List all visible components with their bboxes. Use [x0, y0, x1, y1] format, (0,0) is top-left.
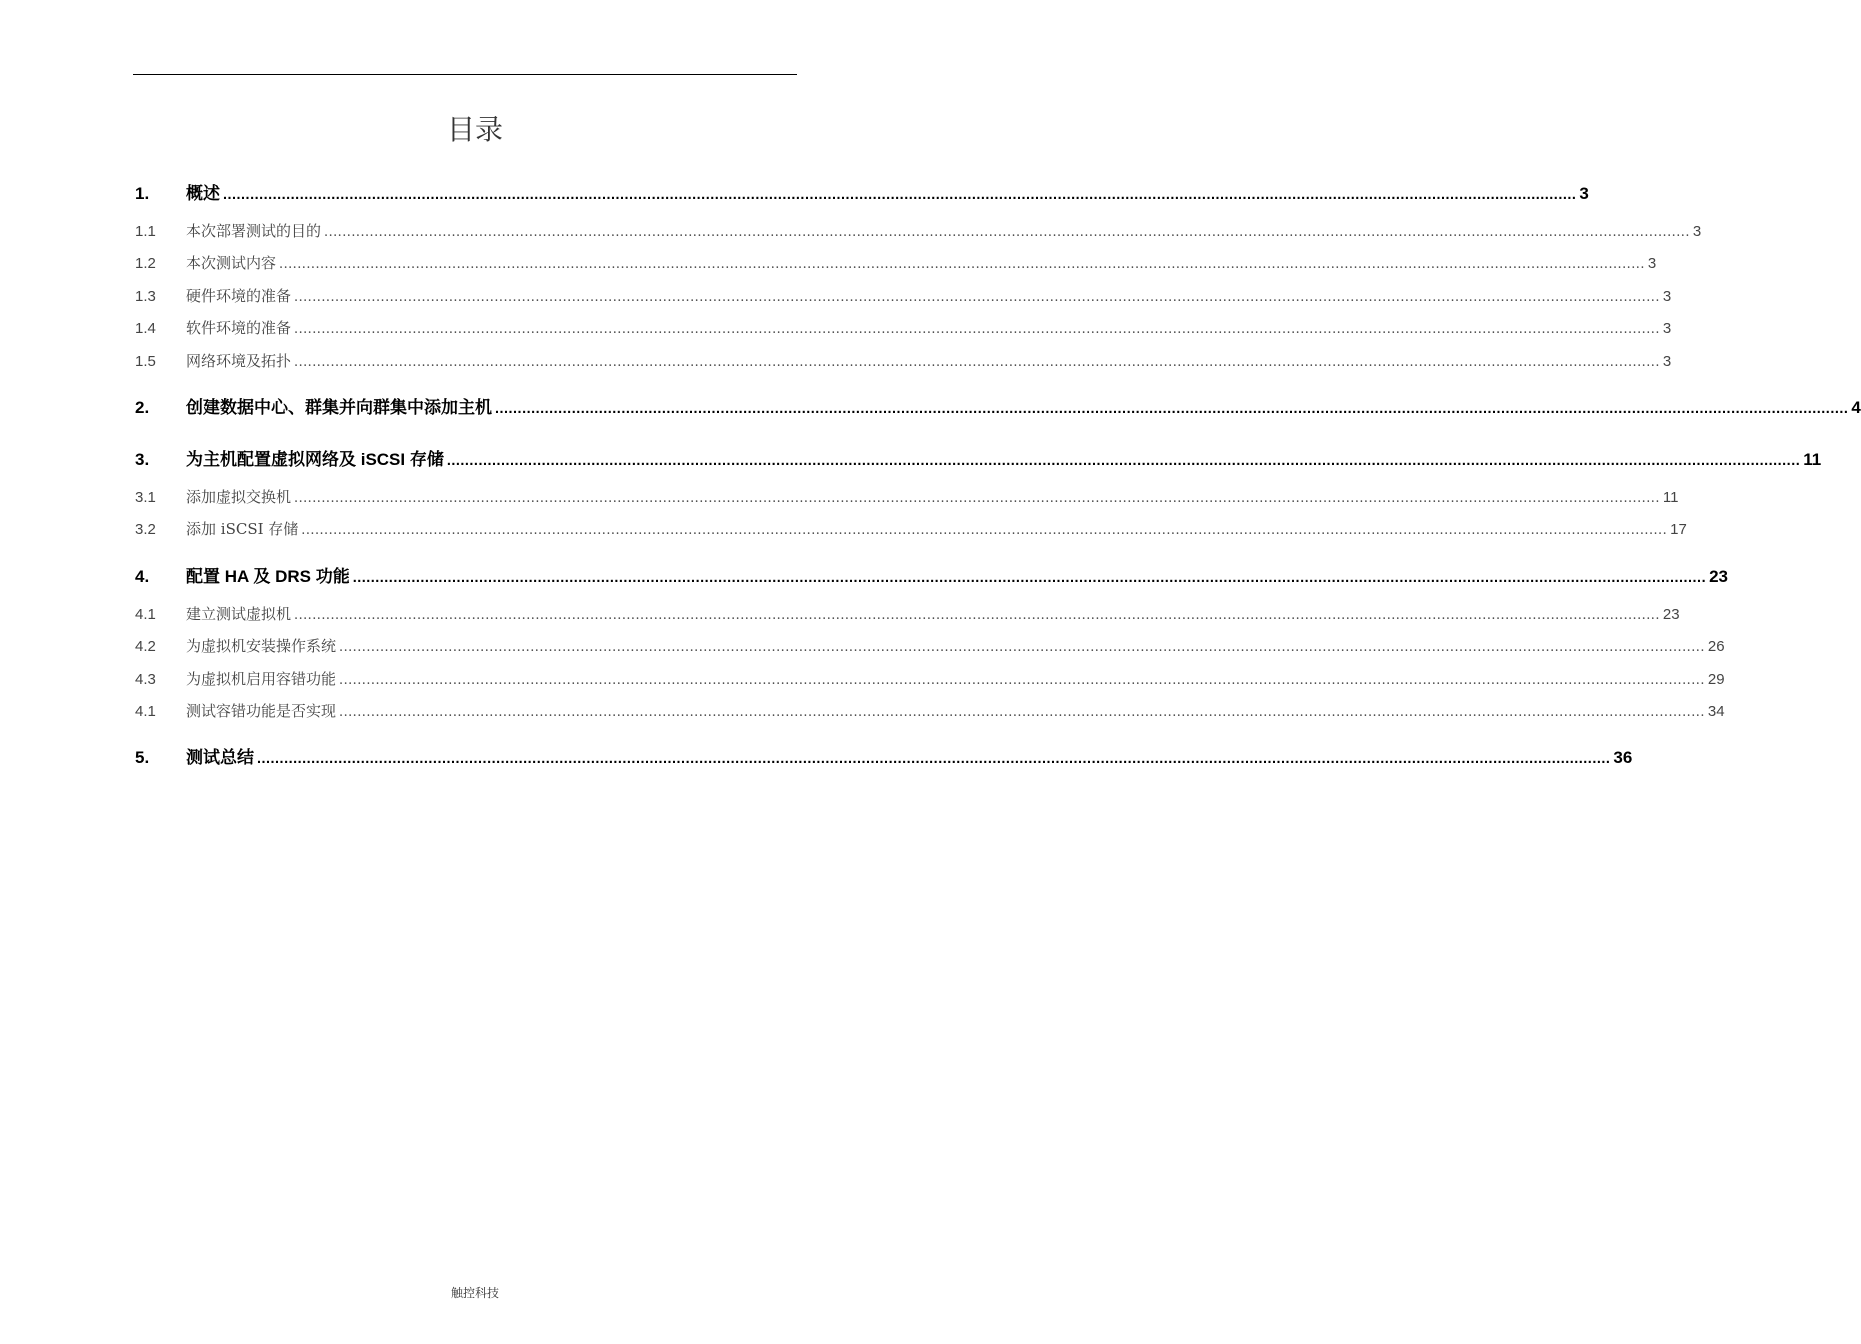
toc-entry-page: 23	[1662, 605, 1680, 623]
toc-entry-page: 4	[1851, 397, 1861, 417]
toc-leader-dots: ............................................................................................................................................................................................................................................................................................................	[294, 354, 1660, 370]
toc-entry-number: 1.5	[135, 352, 156, 370]
toc-leader-dots: ............................................................................................................................................................................................................................................................................................................	[339, 640, 1705, 656]
toc-entry-number: 3.1	[135, 488, 156, 506]
toc-chapter-entry[interactable]	[135, 175, 1589, 213]
toc-entry-label: 网络环境及拓扑	[186, 351, 292, 370]
toc-entry-page: 26	[1707, 638, 1725, 656]
toc-entry-label: 添加 iSCSI 存储	[186, 520, 299, 539]
toc-leader-dots: ............................................................................................................................................................................................................................................................................................................	[324, 225, 1690, 240]
toc-leader-dots: ............................................................................................................................................................................................................................................................................................................	[339, 704, 1705, 720]
toc-entry-label: 为主机配置虚拟网络及 iSCSI 存储	[186, 449, 444, 469]
toc-entry-label: 硬件环境的准备	[186, 286, 292, 305]
toc-leader-dots: ............................................................................................................................................................................................................................................................................................................	[294, 490, 1660, 506]
toc-entry-number: 5.	[135, 748, 150, 768]
toc-leader-dots: ............................................................................................................................................................................................................................................................................................................	[339, 672, 1705, 688]
toc-entry-number: 4.2	[135, 638, 156, 656]
toc-entry-page: 3	[1579, 184, 1589, 203]
toc-entry-label: 为虚拟机安装操作系统	[186, 637, 337, 656]
toc-entry-label: 配置 HA 及 DRS 功能	[186, 566, 350, 586]
toc-entry-label: 测试总结	[186, 748, 254, 768]
toc-entry-label: 添加虚拟交换机	[186, 487, 292, 506]
toc-entry-number: 1.4	[135, 320, 156, 338]
toc-entry-page: 11	[1803, 449, 1822, 469]
toc-entry-label: 测试容错功能是否实现	[186, 701, 337, 720]
toc-entry-page: 11	[1662, 488, 1679, 506]
toc-entry-label: 概述	[186, 184, 220, 203]
toc-entry-page: 3	[1662, 320, 1672, 338]
toc-section-entry[interactable]	[135, 213, 1702, 245]
toc-section-entry[interactable]	[135, 628, 1725, 660]
toc-entry-label: 创建数据中心、群集并向群集中添加主机	[186, 397, 492, 417]
toc-section-entry[interactable]	[135, 661, 1725, 693]
toc-entry-page: 29	[1707, 670, 1725, 688]
toc-leader-dots: ............................................................................................................................................................................................................................................................................................................	[294, 289, 1660, 305]
toc-entry-page: 34	[1707, 702, 1725, 720]
toc-entry-page: 3	[1647, 255, 1657, 273]
toc-entry-number: 1.1	[135, 223, 156, 240]
toc-entry-number: 3.2	[135, 521, 156, 539]
toc-entry-number: 4.	[135, 566, 150, 586]
toc-leader-dots: ............................................................................................................................................................................................................................................................................................................	[301, 523, 1668, 539]
toc-entry-number: 1.	[135, 184, 150, 203]
page-footer: 触控科技	[450, 1286, 499, 1300]
toc-section-entry[interactable]	[135, 343, 1672, 375]
toc-entry-number: 1.2	[135, 255, 156, 273]
toc-section-entry[interactable]	[135, 511, 1687, 543]
toc-chapter-entry[interactable]	[135, 558, 1729, 596]
toc-title: 目录	[446, 113, 503, 146]
toc-entry-number: 1.3	[135, 287, 156, 305]
toc-leader-dots: ............................................................................................................................................................................................................................................................................................................	[257, 751, 1611, 768]
toc-entry-number: 3.	[135, 449, 150, 469]
toc-leader-dots: ............................................................................................................................................................................................................................................................................................................	[279, 257, 1645, 273]
toc-section-entry[interactable]	[135, 479, 1679, 511]
toc-section-entry[interactable]	[135, 245, 1657, 277]
toc-entry-label: 建立测试虚拟机	[186, 604, 292, 623]
toc-section-entry[interactable]	[135, 310, 1672, 342]
toc-leader-dots: ............................................................................................................................................................................................................................................................................................................	[294, 607, 1660, 623]
header-rule	[133, 74, 797, 75]
toc-leader-dots: ............................................................................................................................................................................................................................................................................................................	[294, 322, 1660, 338]
toc-entry-page: 23	[1709, 566, 1729, 586]
toc-section-entry[interactable]	[135, 693, 1725, 725]
toc-leader-dots: ............................................................................................................................................................................................................................................................................................................	[495, 400, 1849, 417]
toc-entry-number: 2.	[135, 397, 150, 417]
toc-entry-page: 3	[1662, 287, 1672, 305]
toc-entry-label: 软件环境的准备	[186, 319, 292, 338]
toc-section-entry[interactable]	[135, 596, 1680, 628]
toc-entry-number: 4.1	[135, 702, 156, 720]
toc-entry-page: 17	[1670, 521, 1687, 539]
toc-leader-dots: ............................................................................................................................................................................................................................................................................................................	[446, 452, 1801, 469]
toc-chapter-entry[interactable]	[135, 441, 1822, 479]
toc-entry-page: 36	[1613, 748, 1633, 768]
toc-leader-dots: ............................................................................................................................................................................................................................................................................................................	[223, 187, 1577, 203]
toc-entry-page: 3	[1692, 223, 1702, 240]
toc-entry-page: 3	[1662, 352, 1672, 370]
table-of-contents	[135, 175, 1861, 777]
toc-entry-label: 本次部署测试的目的	[186, 222, 322, 240]
toc-entry-label: 本次测试内容	[186, 254, 277, 273]
toc-entry-label: 为虚拟机启用容错功能	[186, 669, 337, 688]
toc-leader-dots: ............................................................................................................................................................................................................................................................................................................	[352, 569, 1707, 586]
toc-chapter-entry[interactable]	[135, 389, 1861, 427]
toc-chapter-entry[interactable]	[135, 739, 1633, 777]
toc-section-entry[interactable]	[135, 278, 1672, 310]
toc-entry-number: 4.1	[135, 605, 156, 623]
toc-entry-number: 4.3	[135, 670, 156, 688]
